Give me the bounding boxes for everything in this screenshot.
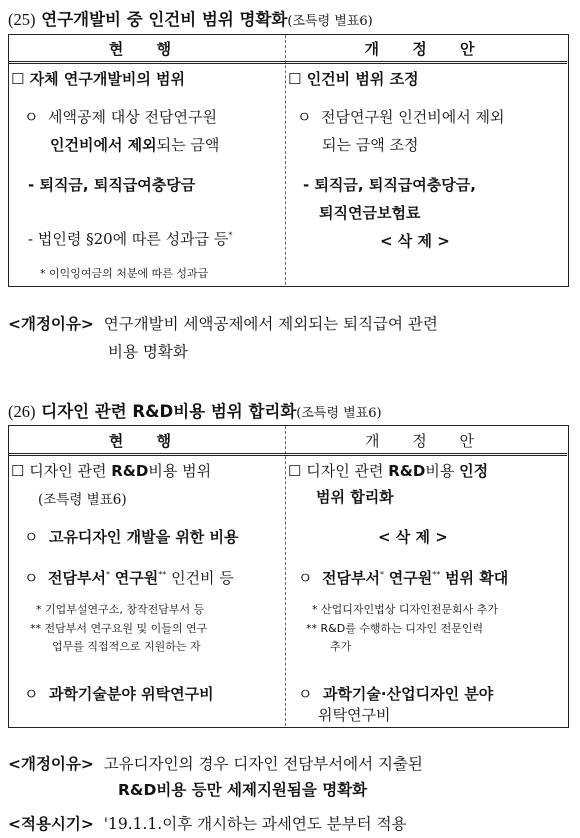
section-ref: (조특령 별표6): [287, 14, 373, 29]
item-bold-text: 인건비에서 제외: [50, 136, 157, 154]
proposed-dash-1: - 퇴직금, 퇴직급여충당금,: [303, 176, 476, 194]
item-text: 고유디자인 개발을 위한 비용: [48, 528, 239, 546]
proposed-item-1: [297, 106, 504, 127]
current-dash-1: - 퇴직금, 퇴직급여충당금: [28, 176, 196, 194]
section-title-text: 디자인 관련 R&D비용 범위 합리화: [41, 402, 297, 421]
section-ref: (조특령 별표6): [296, 406, 382, 421]
box-heading-text: 인건비 범위 조정: [306, 70, 419, 88]
circle-bullet-icon: ㅇ: [298, 685, 313, 703]
apply-label: <적용시기>: [8, 815, 94, 833]
header-proposed: 개 정 안: [364, 40, 489, 58]
current-item-2: [24, 567, 234, 588]
proposed-item-2: [298, 567, 508, 588]
item-bold-text: 전담부서: [48, 569, 107, 587]
checkbox-square-icon: ☐: [288, 70, 302, 88]
column-divider: [285, 426, 286, 726]
proposed-box-heading: [288, 460, 488, 481]
section-title-text: 연구개발비 중 인건비 범위 명확화: [41, 10, 288, 29]
circle-bullet-icon: ㅇ: [24, 569, 39, 587]
current-item-1-cont: [50, 134, 219, 155]
current-item-3: [24, 683, 214, 704]
circle-bullet-icon: ㅇ: [24, 108, 39, 126]
proposed-footnote-2: ** R&D를 수행하는 디자인 전문인력: [306, 622, 484, 635]
current-footnote-1: * 기업부설연구소, 창작전담부서 등: [36, 603, 205, 616]
header-proposed: 개 정 안: [364, 432, 488, 450]
item-bold-text: 연구원: [114, 569, 159, 587]
deleted-mark: < 삭 제 >: [380, 232, 450, 250]
current-box-heading: [11, 460, 211, 481]
current-dash-2: [28, 228, 232, 249]
item-text: 전담연구원 인건비에서 제외: [321, 108, 505, 126]
item-text: 과학기술·산업디자인 분야: [322, 685, 494, 703]
proposed-item-3-cont: 위탁연구비: [318, 706, 391, 724]
circle-bullet-icon: ㅇ: [297, 108, 312, 126]
box-heading-bold: R&D: [111, 462, 149, 480]
item-text: 되는 금액: [156, 136, 220, 154]
section-26-title: [8, 398, 382, 422]
deleted-mark: < 삭 제 >: [378, 528, 448, 546]
proposed-item-3: [298, 683, 493, 704]
proposed-item-1-cont: 되는 금액 조정: [322, 136, 419, 154]
box-heading-text: 비용: [425, 462, 455, 480]
proposed-footnote-1: * 산업디자인법상 디자인전문회사 추가: [312, 603, 499, 616]
box-heading-bold: R&D: [388, 462, 426, 480]
item-text: 인건비 등: [171, 569, 234, 587]
revision-reason-26: [8, 752, 423, 774]
box-heading-bold: 인정: [459, 462, 489, 480]
revision-reason-25-cont: 비용 명확화: [108, 343, 188, 361]
checkbox-square-icon: ☐: [288, 462, 302, 480]
current-item-1: [24, 526, 239, 547]
footnote-mark: **: [158, 570, 167, 579]
item-text: 과학기술분야 위탁연구비: [48, 685, 214, 703]
current-box-ref: (조특령 별표6): [38, 492, 127, 508]
section-number: (26): [8, 402, 36, 421]
header-current: 현 행: [108, 40, 186, 58]
item-bold-text: 연구원: [388, 569, 433, 587]
footnote-mark: *: [106, 570, 111, 579]
current-footnote-2-cont: 업무를 직접적으로 지원하는 자: [52, 640, 201, 653]
circle-bullet-icon: ㅇ: [24, 528, 39, 546]
apply-text: '19.1.1.이후 개시하는 과세연도 분부터 적용: [103, 815, 407, 833]
item-bold-text: 범위 확대: [445, 569, 509, 587]
apply-period: [8, 812, 407, 834]
item-bold-text: 전담부서: [322, 569, 381, 587]
box-heading-text: 디자인 관련: [306, 462, 384, 480]
current-footnote-2: ** 전담부서 연구요원 및 이들의 연구: [30, 622, 208, 635]
circle-bullet-icon: ㅇ: [24, 685, 39, 703]
current-box-heading: [11, 68, 185, 89]
footnote-mark: *: [228, 231, 233, 240]
footnote-mark: **: [432, 570, 441, 579]
reason-text: 연구개발비 세액공제에서 제외되는 퇴직급여 관련: [103, 315, 438, 333]
reason-label: <개정이유>: [8, 315, 94, 333]
item-text: 세액공제 대상 전담연구원: [48, 108, 217, 126]
box-heading-text: 자체 연구개발비의 범위: [29, 70, 186, 88]
proposed-box-heading: [288, 68, 419, 89]
section-25-title: [8, 6, 373, 30]
proposed-footnote-2-cont: 추가: [330, 640, 352, 653]
box-heading-text: 디자인 관련: [29, 462, 107, 480]
section-number: (25): [8, 10, 36, 29]
header-divider: [9, 61, 567, 64]
revision-reason-25: [8, 312, 438, 334]
column-divider: [285, 35, 286, 285]
checkbox-square-icon: ☐: [11, 462, 25, 480]
proposed-box-heading-cont: 범위 합리화: [316, 488, 394, 506]
proposed-dash-1-cont: 퇴직연금보험료: [319, 204, 421, 222]
reason-label: <개정이유>: [8, 755, 94, 773]
footnote-mark: *: [380, 570, 385, 579]
item-text: - 법인령 §20에 따른 성과급 등: [28, 230, 229, 248]
reason-text: 고유디자인의 경우 디자인 전담부서에서 지출된: [103, 755, 423, 773]
header-current: 현 행: [108, 432, 186, 450]
current-item-1: [24, 106, 217, 127]
box-heading-text: 비용 범위: [148, 462, 212, 480]
current-footnote: * 이익잉여금의 처분에 따른 성과급: [40, 267, 209, 280]
circle-bullet-icon: ㅇ: [298, 569, 313, 587]
revision-reason-26-cont: R&D비용 등만 세제지원됨을 명확화: [118, 781, 368, 799]
header-divider: [9, 453, 567, 456]
checkbox-square-icon: ☐: [11, 70, 25, 88]
